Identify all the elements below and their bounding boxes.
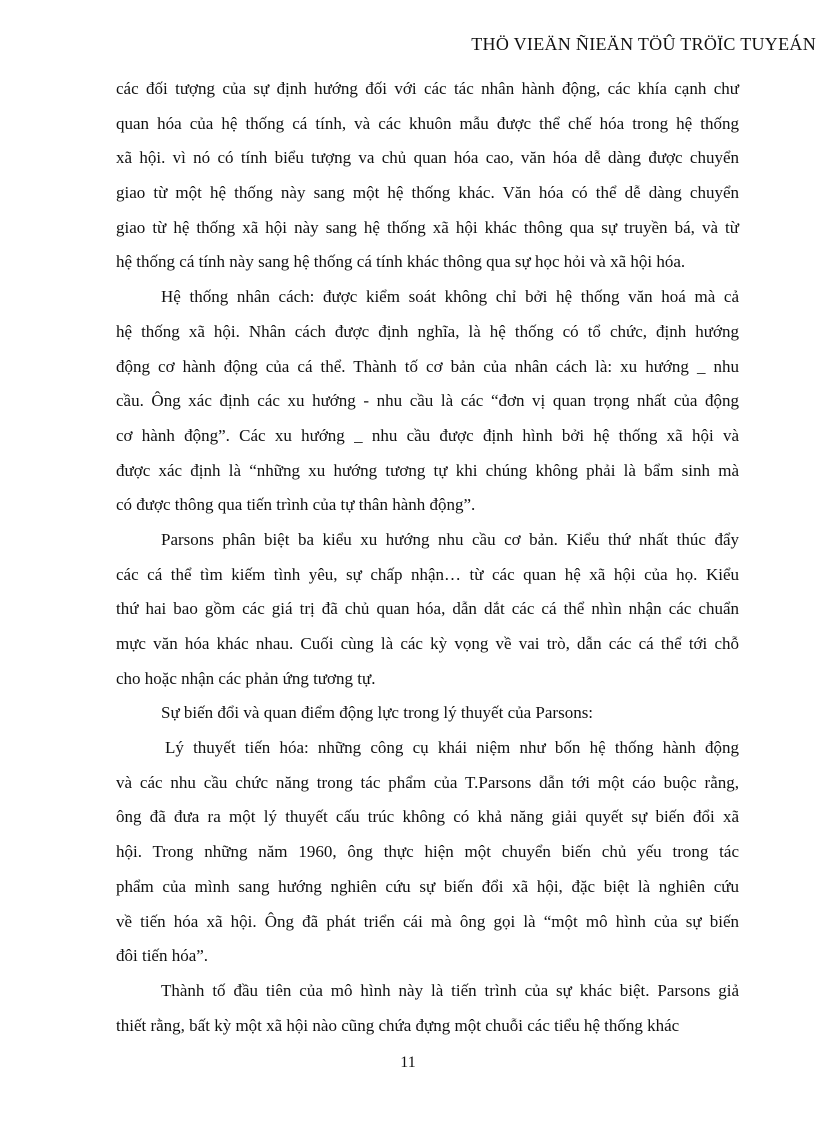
text-line: Hệ thống nhân cách: được kiểm soát không chỉ bởi hệ thống văn hoá mà cả	[161, 287, 739, 307]
text-line: Parsons phân biệt ba kiểu xu hướng nhu cầu cơ bản. Kiểu thứ nhất thúc đẩy	[161, 529, 739, 549]
paragraph	[116, 72, 739, 280]
text-line: có được thông qua tiến trình của tự thân hành động”.	[116, 495, 476, 515]
text-line: thứ hai bao gồm các giá trị đã chủ quan hóa, dẫn dắt các cá thể nhìn nhận các chuẩn	[116, 599, 739, 619]
text-line: giao từ một hệ thống này sang một hệ thống khác. Văn hóa có thể dễ dàng chuyển	[116, 183, 739, 203]
text-line: ông đã đưa ra một lý thuyết cấu trúc không có khả năng giải quyết sự biến đổi xã	[116, 807, 739, 827]
text-line: mực văn hóa khác nhau. Cuối cùng là các kỳ vọng về vai trò, dẫn các cá thể tới chỗ	[116, 634, 739, 653]
paragraph	[116, 696, 739, 731]
text-line: được xác định là “những xu hướng tương tự khi chúng không phải là bẩm sinh mà	[116, 460, 739, 480]
page-number: 11	[400, 1054, 416, 1071]
text-line: thiết rằng, bất kỳ một xã hội nào cũng chứa đựng một chuỗi các tiểu hệ thống khác	[116, 1015, 680, 1035]
text-line: hệ thống xã hội. Nhân cách được định nghĩa, là hệ thống có tổ chức, định hướng	[116, 321, 739, 341]
text-line: quan hóa của hệ thống cá tính, và các khuôn mẫu được thể chế hóa trong hệ thống	[116, 113, 739, 133]
text-line: phẩm của mình sang hướng nghiên cứu sự biến đổi xã hội, đặc biệt là nghiên cứu	[116, 876, 739, 896]
paragraph	[116, 731, 739, 974]
text-line: đôi tiến hóa”.	[116, 946, 209, 966]
text-line: cho hoặc nhận các phản ứng tương tự.	[116, 668, 376, 688]
paragraph	[116, 974, 739, 1043]
text-line: cơ hành động”. Các xu hướng _ nhu cầu được định hình bởi hệ thống xã hội và	[116, 425, 739, 445]
text-line: hội. Trong những năm 1960, ông thực hiện một chuyển biến chủ yếu trong tác	[116, 842, 739, 862]
text-line: Sự biến đổi và quan điểm động lực trong lý thuyết của Parsons:	[161, 703, 594, 723]
body-text	[116, 72, 739, 1043]
text-line: các cá thể tìm kiếm tình yêu, sự chấp nhận… từ các quan hệ xã hội của họ. Kiểu	[116, 564, 739, 584]
text-line: hệ thống cá tính này sang hệ thống cá tính khác thông qua sự học hỏi và xã hội hóa.	[116, 252, 686, 272]
text-line: cầu. Ông xác định các xu hướng - nhu cầu là các “đơn vị quan trọng nhất của động	[116, 391, 739, 411]
text-line: xã hội. vì nó có tính biểu tượng va chủ quan hóa cao, văn hóa dễ dàng được chuyển	[116, 148, 739, 168]
text-line: Thành tố đầu tiên của mô hình này là tiến trình của sự khác biệt. Parsons giả	[161, 980, 739, 1000]
text-line: về tiến hóa xã hội. Ông đã phát triển cái mà ông gọi là “một mô hình của sự biến	[116, 911, 739, 931]
paragraph	[116, 523, 739, 696]
text-line: Lý thuyết tiến hóa: những công cụ khái niệm như bốn hệ thống hành động	[165, 738, 739, 758]
text-line: và các nhu cầu chức năng trong tác phẩm của T.Parsons dẫn tới một cáo buộc rằng,	[116, 772, 739, 792]
paragraph	[116, 280, 739, 523]
text-line: động cơ hành động của cá thể. Thành tố cơ bản của nhân cách là: xu hướng _ nhu	[116, 356, 739, 376]
text-line: giao từ hệ thống xã hội này sang hệ thống xã hội khác thông qua sự truyền bá, và từ	[116, 217, 739, 237]
text-line: các đối tượng của sự định hướng đối với các tác nhân hành động, các khía cạnh chư	[116, 79, 739, 98]
header-title: THÖ VIEÄN ÑIEÄN TÖÛ TRÖÏC TUYEÁN	[471, 34, 816, 54]
